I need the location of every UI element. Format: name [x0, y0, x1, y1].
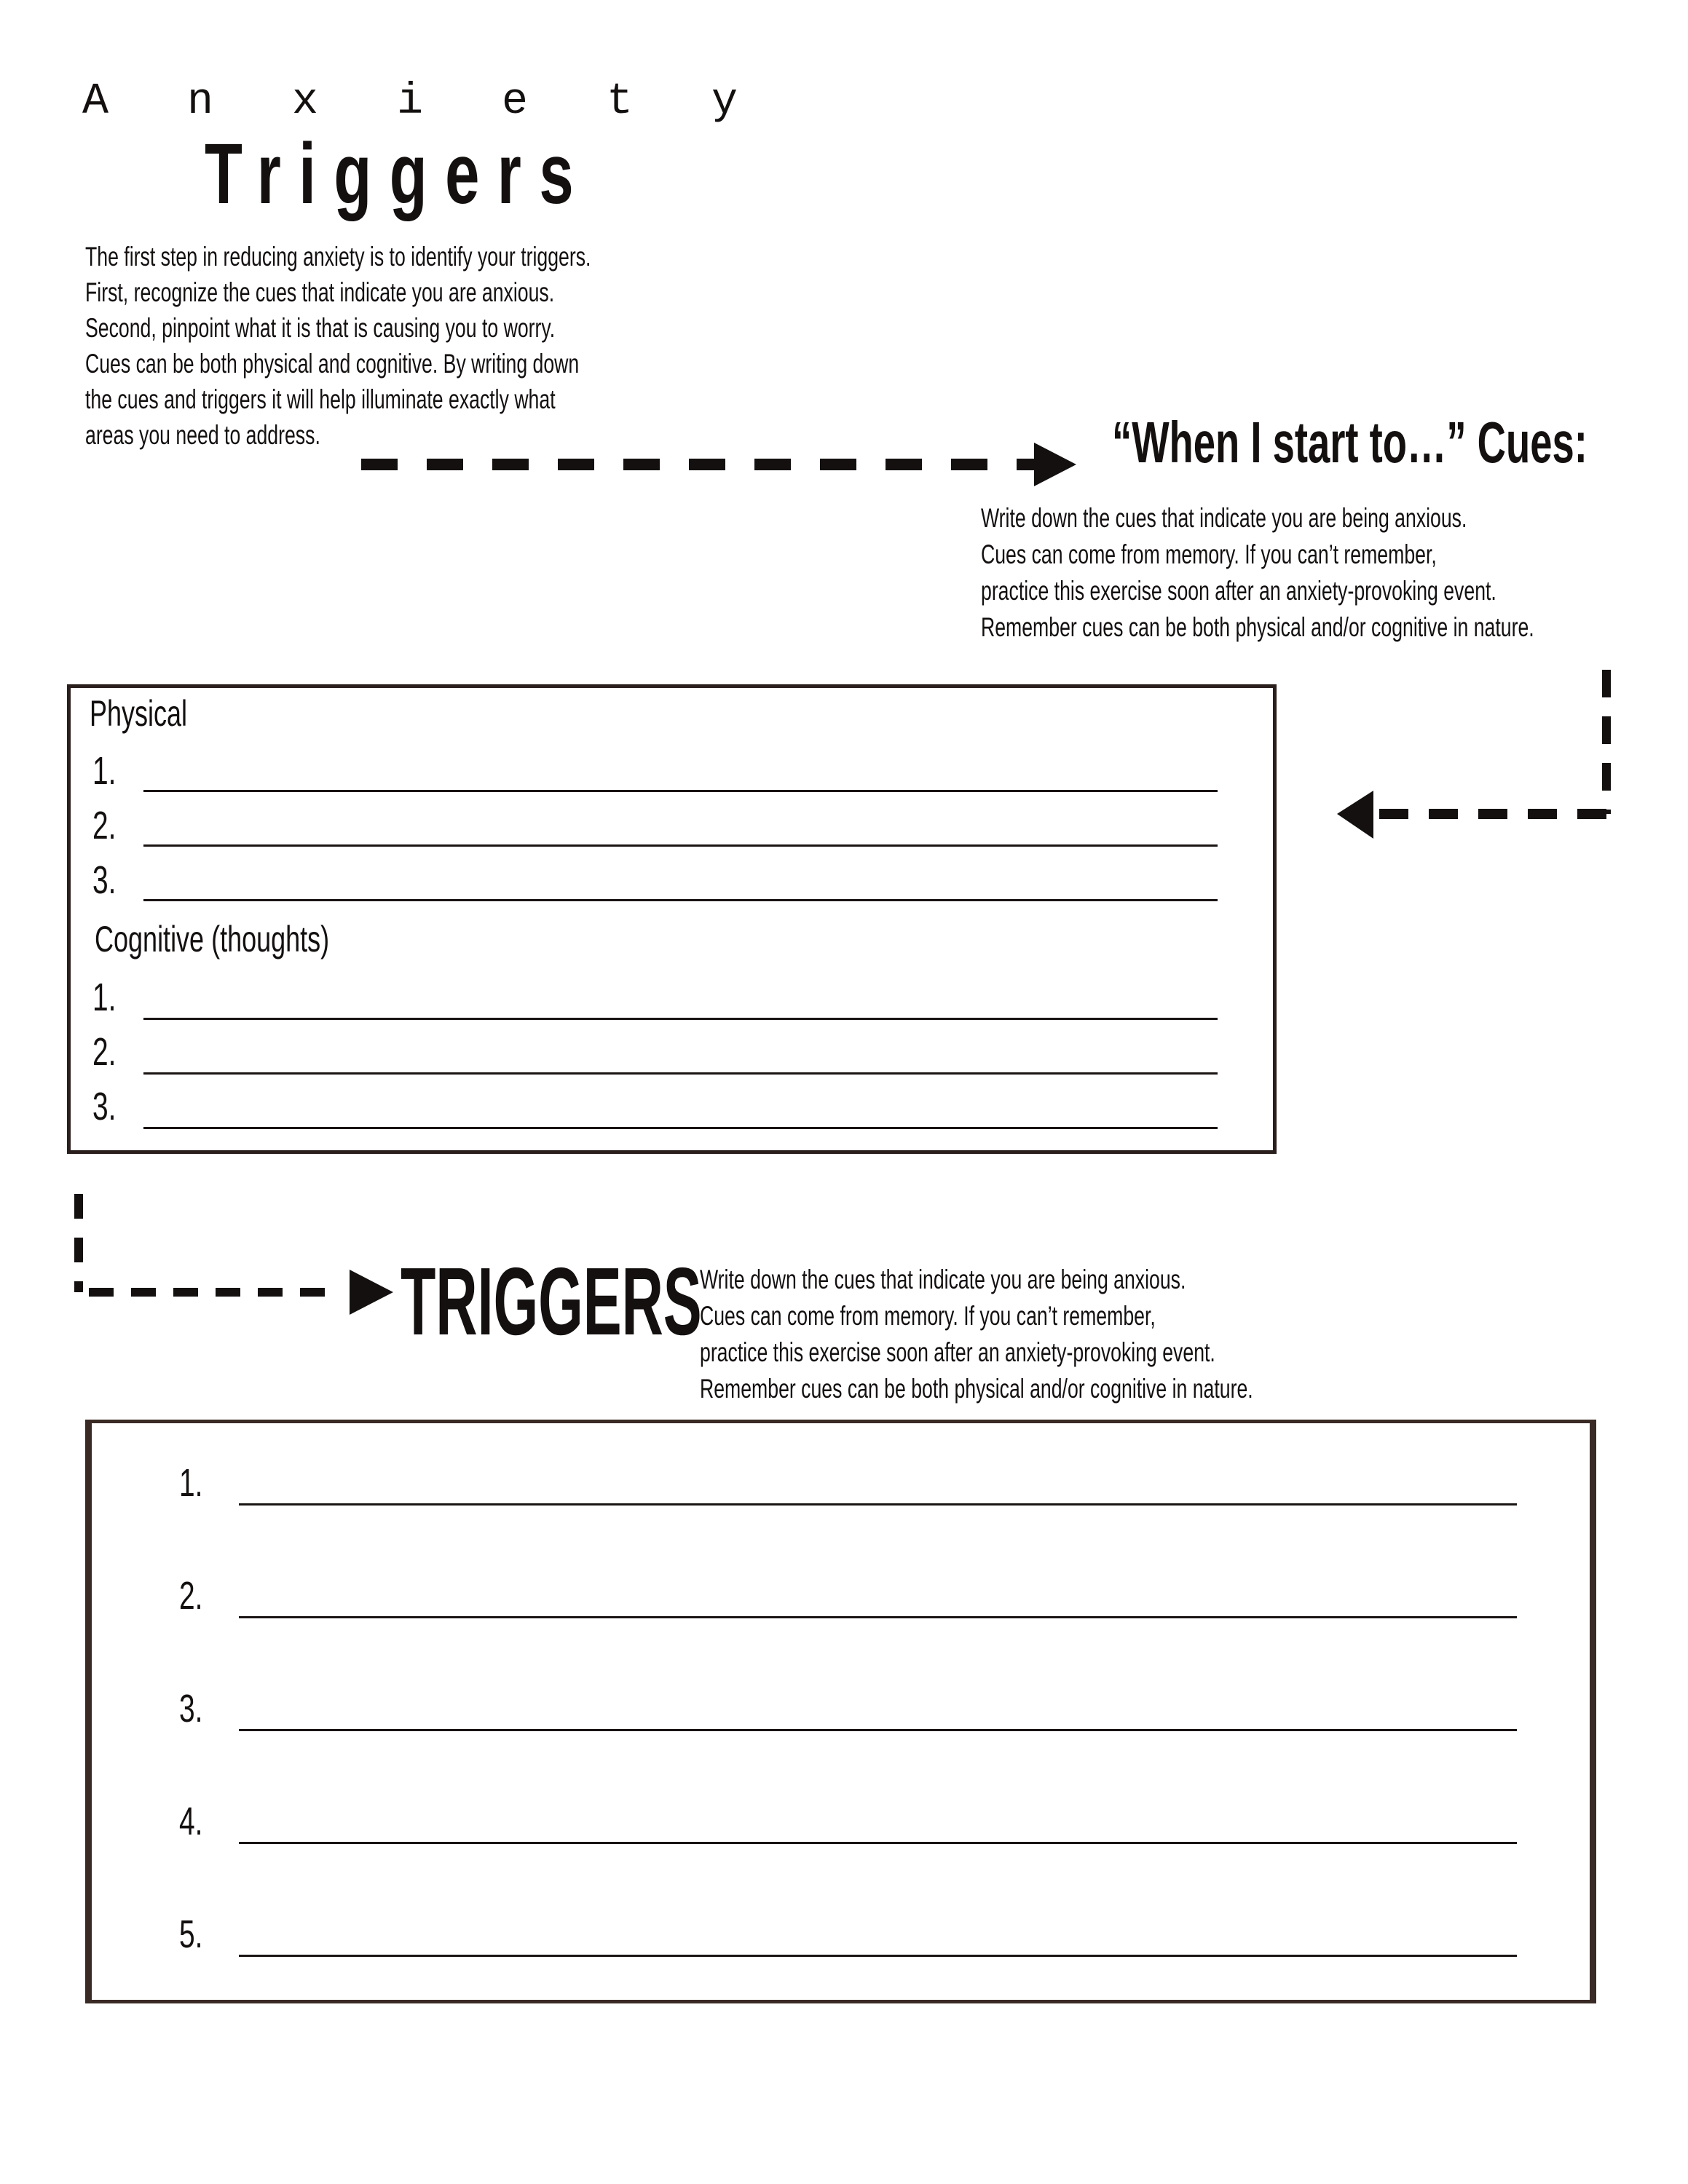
cognitive-label: Cognitive (thoughts) — [95, 919, 330, 960]
trigger-item-number: 4. — [179, 1800, 203, 1843]
trigger-answer-line-2[interactable] — [239, 1616, 1517, 1618]
physical-answer-line-3[interactable] — [143, 899, 1218, 901]
triggers-heading: TRIGGERS — [401, 1248, 702, 1355]
cues-instruction-line: Write down the cues that indicate you are being anxious. — [981, 503, 1467, 533]
trigger-answer-line-1[interactable] — [239, 1503, 1517, 1506]
physical-item-number: 2. — [92, 804, 117, 847]
triggers-instruction-line: Remember cues can be both physical and/or cognitive in nature. — [700, 1374, 1253, 1404]
physical-answer-line-2[interactable] — [143, 844, 1218, 847]
title-anxiety: Anxiety — [82, 77, 817, 127]
trigger-item-number: 2. — [179, 1574, 203, 1618]
trigger-item-number: 5. — [179, 1912, 203, 1956]
intro-line: Cues can be both physical and cognitive. By writing down — [85, 349, 580, 379]
cognitive-item-number: 3. — [92, 1085, 117, 1128]
cognitive-answer-line-1[interactable] — [143, 1018, 1218, 1020]
title-triggers: Triggers — [205, 126, 592, 222]
trigger-answer-line-3[interactable] — [239, 1729, 1517, 1731]
cues-instruction-line: Remember cues can be both physical and/or cognitive in nature. — [981, 612, 1534, 642]
intro-line: the cues and triggers it will help illuminate exactly what — [85, 384, 556, 414]
triggers-instruction-line: practice this exercise soon after an anxiety-provoking event. — [700, 1337, 1215, 1367]
triggers-box — [85, 1420, 1596, 2003]
arrow-right-icon — [1034, 443, 1076, 486]
cues-instruction-line: Cues can come from memory. If you can’t remember, — [981, 539, 1437, 569]
cues-heading: “When I start to…” Cues: — [1112, 410, 1588, 475]
physical-item-number: 3. — [92, 858, 117, 902]
intro-line: The first step in reducing anxiety is to identify your triggers. — [85, 242, 591, 272]
physical-label: Physical — [90, 693, 188, 734]
cues-instruction-line: practice this exercise soon after an anxiety-provoking event. — [981, 576, 1496, 606]
intro-line: areas you need to address. — [85, 420, 320, 450]
intro-line: Second, pinpoint what it is that is causing you to worry. — [85, 313, 556, 343]
cognitive-item-number: 1. — [92, 976, 117, 1019]
intro-line: First, recognize the cues that indicate you are anxious. — [85, 277, 555, 307]
arrow-right-icon — [350, 1270, 393, 1315]
cognitive-answer-line-3[interactable] — [143, 1127, 1218, 1129]
trigger-item-number: 3. — [179, 1687, 203, 1730]
trigger-item-number: 1. — [179, 1461, 203, 1505]
physical-item-number: 1. — [92, 749, 117, 793]
cognitive-item-number: 2. — [92, 1030, 117, 1074]
triggers-instruction-line: Cues can come from memory. If you can’t remember, — [700, 1301, 1156, 1331]
trigger-answer-line-5[interactable] — [239, 1955, 1517, 1957]
triggers-instruction-line: Write down the cues that indicate you are being anxious. — [700, 1265, 1186, 1294]
trigger-answer-line-4[interactable] — [239, 1842, 1517, 1844]
cognitive-answer-line-2[interactable] — [143, 1072, 1218, 1075]
arrow-left-icon — [1337, 791, 1373, 839]
physical-answer-line-1[interactable] — [143, 790, 1218, 792]
